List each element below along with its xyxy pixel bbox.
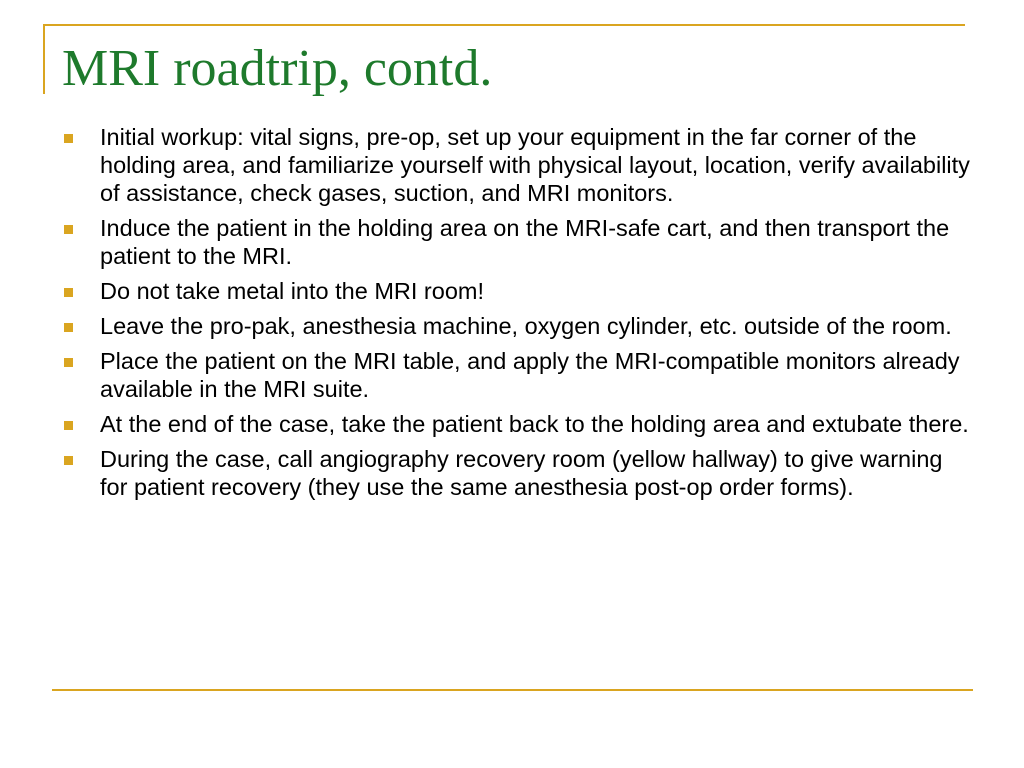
bullet-item-leave-equipment xyxy=(62,312,972,340)
bullet-item-place-patient xyxy=(62,347,972,403)
bullet-text: At the end of the case, take the patient back to the holding area and extubate there. xyxy=(100,411,969,437)
bullet-list xyxy=(62,123,972,508)
bullet-text: Leave the pro-pak, anesthesia machine, oxygen cylinder, etc. outside of the room. xyxy=(100,313,952,339)
bullet-item-workup xyxy=(62,123,972,207)
bullet-text: Induce the patient in the holding area on the MRI-safe cart, and then transport the patient to the MRI. xyxy=(100,215,950,269)
slide-frame-top-rule xyxy=(43,24,965,26)
bullet-text: Do not take metal into the MRI room! xyxy=(100,278,484,304)
square-bullet-icon xyxy=(64,358,73,367)
slide-title: MRI roadtrip, contd. xyxy=(62,40,493,97)
square-bullet-icon xyxy=(64,323,73,332)
slide-frame-bottom-rule xyxy=(52,689,973,691)
bullet-item-extubate xyxy=(62,410,972,438)
bullet-item-no-metal xyxy=(62,277,972,305)
square-bullet-icon xyxy=(64,288,73,297)
slide-frame-left-rule xyxy=(43,24,45,94)
bullet-text: Initial workup: vital signs, pre-op, set up your equipment in the far corner of the holding area, and familiarize yourself with physical layout, location, verify availability of assistance, check gases, suction, and MRI monitors. xyxy=(100,124,970,206)
bullet-item-call-recovery xyxy=(62,445,972,501)
square-bullet-icon xyxy=(64,421,73,430)
square-bullet-icon xyxy=(64,134,73,143)
bullet-text: During the case, call angiography recovery room (yellow hallway) to give warning for patient recovery (they use the same anesthesia post-op order forms). xyxy=(100,446,943,500)
bullet-item-induce xyxy=(62,214,972,270)
square-bullet-icon xyxy=(64,456,73,465)
square-bullet-icon xyxy=(64,225,73,234)
bullet-text: Place the patient on the MRI table, and apply the MRI-compatible monitors already available in the MRI suite. xyxy=(100,348,960,402)
